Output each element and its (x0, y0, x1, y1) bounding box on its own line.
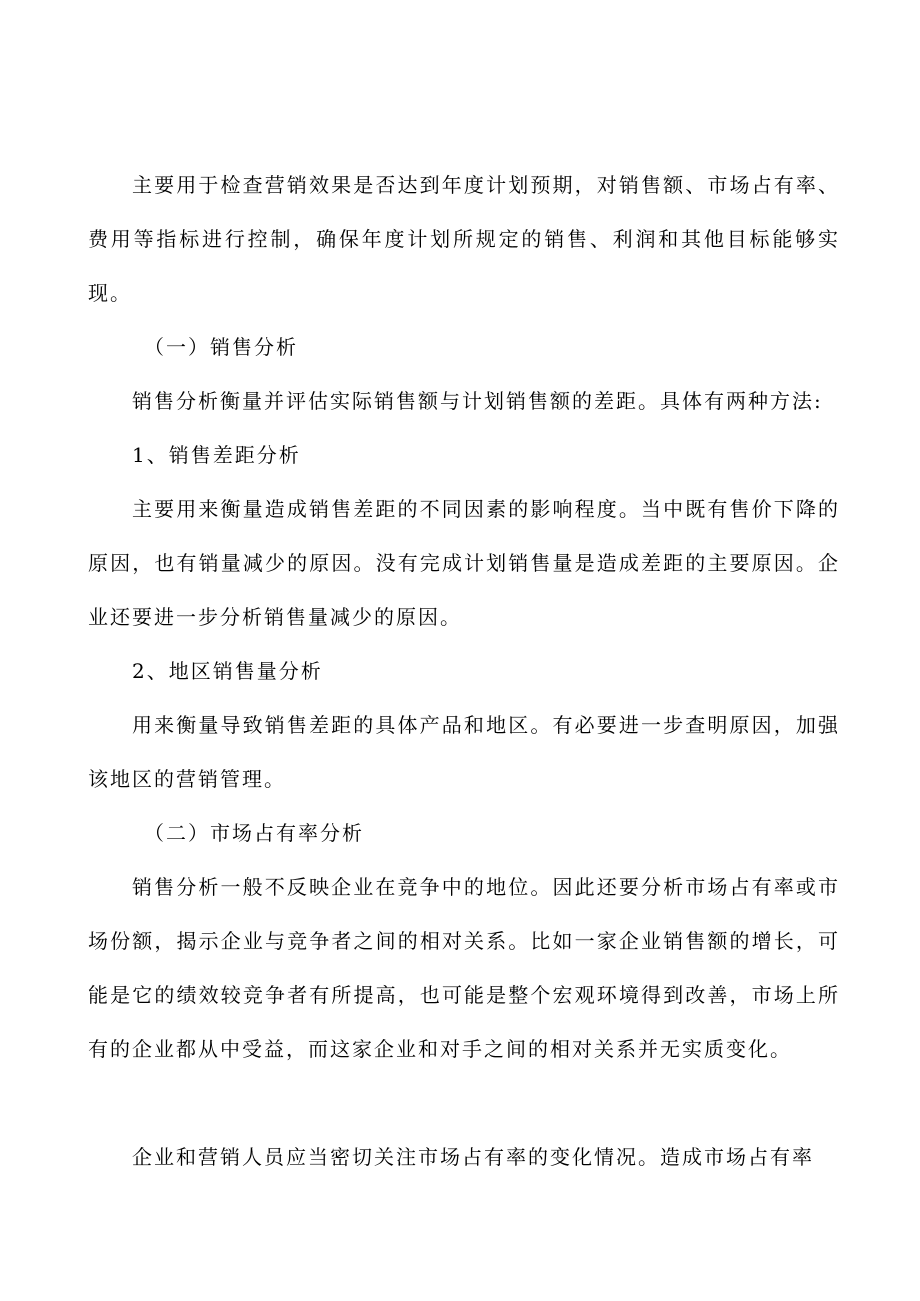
paragraph-sales-analysis: 销售分析衡量并评估实际销售额与计划销售额的差距。具体有两种方法: (132, 389, 823, 413)
paragraph-market-share-changes: 企业和营销人员应当密切关注市场占有率的变化情况。造成市场占有率 (132, 1145, 814, 1169)
heading-sales-gap-analysis: 1、销售差距分析 (132, 443, 301, 467)
heading-sales-analysis: （一）销售分析 (144, 335, 298, 359)
heading-regional-sales-analysis: 2、地区销售量分析 (132, 659, 323, 683)
paragraph-intro: 主要用于检查营销效果是否达到年度计划预期，对销售额、市场占有率、费用等指标进行控制，确保年度计划所规定的销售、利润和其他目标能够实现。 (88, 173, 840, 305)
paragraph-regional-sales: 用来衡量导致销售差距的具体产品和地区。有必要进一步查明原因，加强该地区的营销管理。 (88, 713, 840, 791)
heading-market-share-analysis: （二）市场占有率分析 (144, 821, 364, 845)
paragraph-market-share: 销售分析一般不反映企业在竞争中的地位。因此还要分析市场占有率或市场份额，揭示企业与竞争者之间的相对关系。比如一家企业销售额的增长，可能是它的绩效较竞争者有所提高，也可能是整个宏观环境得到改善，市场上所有的企业都从中受益，而这家企业和对手之间的相对关系并无实质变化。 (88, 875, 840, 1061)
paragraph-sales-gap: 主要用来衡量造成销售差距的不同因素的影响程度。当中既有售价下降的原因，也有销量减少的原因。没有完成计划销售量是造成差距的主要原因。企业还要进一步分析销售量减少的原因。 (88, 497, 840, 629)
